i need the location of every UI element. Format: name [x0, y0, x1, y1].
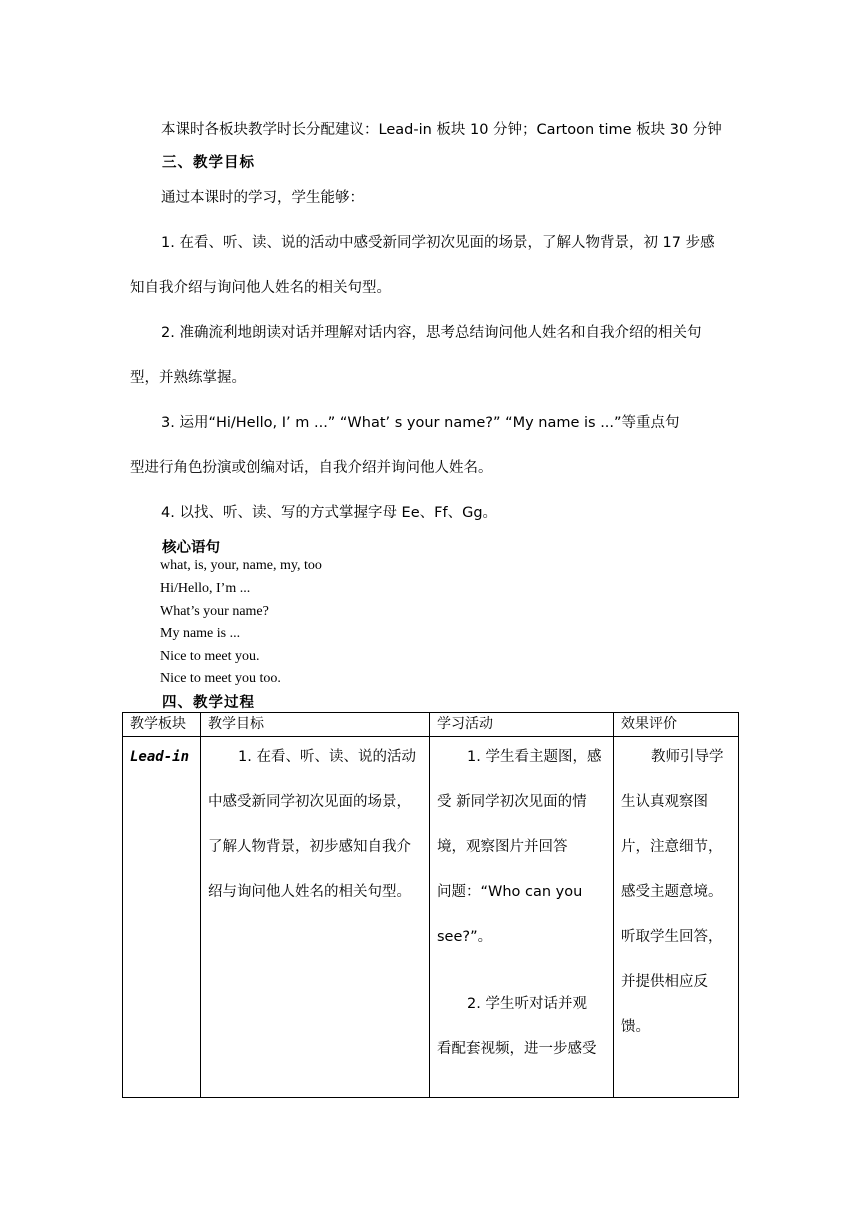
goal-3-line-1: 3. 运用“Hi/Hello, I’ m ...” “What’ s your name?” “My name is ...”等重点句 [161, 415, 680, 431]
activity-line: see?”。 [437, 929, 493, 945]
header-activity: 学习活动 [430, 713, 614, 737]
activity-line: 境，观察图片并回答 [437, 839, 568, 855]
block-cell [123, 737, 201, 1098]
goal-line: 中感受新同学初次见面的场景， [208, 794, 411, 810]
evaluation-line: 馈。 [621, 1019, 650, 1035]
evaluation-line: 片，注意细节， [621, 839, 723, 855]
activity-line: 1. 学生看主题图，感 [467, 749, 602, 765]
evaluation-line: 听取学生回答， [621, 929, 723, 945]
activity-line: 2. 学生听对话并观 [467, 996, 587, 1012]
evaluation-cell [614, 737, 739, 1098]
goal-2-line-2: 型，并熟练掌握。 [130, 370, 246, 386]
activity-cell [430, 737, 614, 1098]
goal-line: 绍与询问他人姓名的相关句型。 [208, 884, 411, 900]
goal-line: 1. 在看、听、读、说的活动 [238, 749, 416, 765]
goal-cell [201, 737, 430, 1098]
evaluation-line: 教师引导学 [651, 749, 724, 765]
core-sentence: What’s your name? [160, 604, 269, 619]
goal-1-line-1: 1. 在看、听、读、说的活动中感受新同学初次见面的场景，了解人物背景，初 17 步感 [161, 235, 715, 251]
header-goal: 教学目标 [201, 713, 430, 737]
table-row [123, 737, 739, 1098]
core-sentence: what, is, your, name, my, too [160, 558, 322, 573]
core-sentences-heading: 核心语句 [162, 540, 220, 556]
table-header-row [123, 713, 739, 737]
activity-line: 看配套视频，进一步感受 [437, 1041, 597, 1057]
intro-time-paragraph: 本课时各板块教学时长分配建议：Lead-in 板块 10 分钟；Cartoon time 板块 30 分钟 [161, 122, 722, 138]
goal-line: 了解人物背景，初步感知自我介 [208, 839, 411, 855]
header-evaluation: 效果评价 [614, 713, 739, 737]
teaching-process-table [122, 712, 739, 1098]
header-block: 教学板块 [123, 713, 201, 737]
evaluation-line: 生认真观察图 [621, 794, 708, 810]
goals-intro: 通过本课时的学习，学生能够： [161, 190, 364, 206]
activity-line: 问题：“Who can you [437, 884, 583, 900]
core-sentence: Nice to meet you. [160, 649, 260, 664]
goal-4: 4. 以找、听、读、写的方式掌握字母 Ee、Ff、Gg。 [161, 505, 498, 521]
activity-line: 受 新同学初次见面的情 [437, 794, 587, 810]
core-sentence: Hi/Hello, I’m ... [160, 581, 251, 596]
evaluation-line: 感受主题意境。 [621, 884, 723, 900]
evaluation-line: 并提供相应反 [621, 974, 708, 990]
section3-heading: 三、教学目标 [162, 155, 255, 171]
core-sentence: Nice to meet you too. [160, 671, 281, 686]
goal-2-line-1: 2. 准确流利地朗读对话并理解对话内容，思考总结询问他人姓名和自我介绍的相关句 [161, 325, 702, 341]
section4-heading: 四、教学过程 [162, 695, 255, 711]
block-name: Lead-in [130, 749, 190, 765]
core-sentence: My name is ... [160, 626, 241, 641]
goal-3-line-2: 型进行角色扮演或创编对话，自我介绍并询问他人姓名。 [130, 460, 493, 476]
goal-1-line-2: 知自我介绍与询问他人姓名的相关句型。 [130, 280, 391, 296]
